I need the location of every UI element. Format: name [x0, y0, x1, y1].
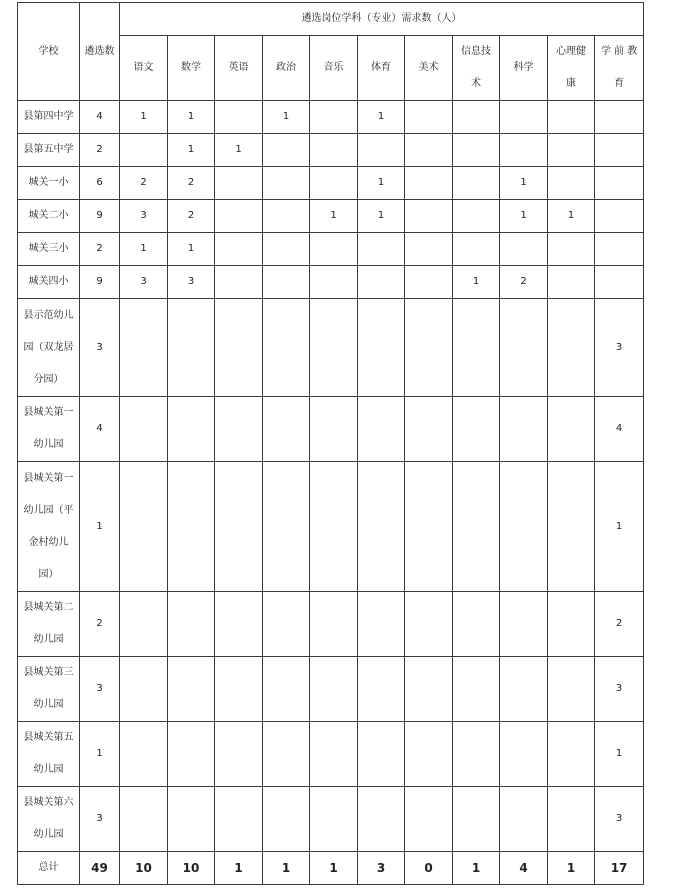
subject-count: [453, 787, 500, 852]
school-name: [18, 657, 80, 722]
subject-count: 1: [595, 462, 644, 592]
subject-count: [310, 722, 358, 787]
subject-count: [500, 299, 548, 397]
header-subject: 体育: [358, 36, 405, 101]
subject-count: [120, 299, 168, 397]
subject-count: [358, 397, 405, 462]
school-name: [18, 200, 80, 233]
header-count: 遴选数: [80, 3, 120, 101]
subject-count: 2: [168, 200, 215, 233]
subject-count: [263, 787, 310, 852]
subject-count: 3: [595, 657, 644, 722]
school-name: [18, 101, 80, 134]
subject-count: [168, 397, 215, 462]
subject-count: [405, 101, 453, 134]
subject-count: [405, 266, 453, 299]
subject-count: [405, 397, 453, 462]
subject-count: [595, 134, 644, 167]
subject-count: [500, 657, 548, 722]
subject-count: [310, 657, 358, 722]
table-row: [18, 657, 644, 722]
subject-count: 1: [500, 200, 548, 233]
subject-count: [263, 657, 310, 722]
subject-count: 1: [168, 233, 215, 266]
totals-subject: 1: [310, 852, 358, 885]
subject-count: [215, 233, 263, 266]
totals-subject: 3: [358, 852, 405, 885]
school-name: [18, 167, 80, 200]
subject-count: [310, 299, 358, 397]
subject-count: [595, 167, 644, 200]
subject-count: [263, 134, 310, 167]
subject-count: [215, 101, 263, 134]
school-name-line: 县第五中学: [23, 144, 74, 155]
subject-count: [310, 462, 358, 592]
subject-count: [595, 266, 644, 299]
totals-total: 49: [80, 852, 120, 885]
subject-count: [500, 233, 548, 266]
school-total: 6: [80, 167, 120, 200]
subject-count: 3: [120, 266, 168, 299]
subject-count: [263, 722, 310, 787]
school-name: [18, 462, 80, 592]
header-subject: 政治: [263, 36, 310, 101]
subject-count: [310, 397, 358, 462]
totals-label: 总计: [18, 852, 80, 885]
table-row: [18, 167, 644, 200]
totals-subject: 1: [453, 852, 500, 885]
school-total: 2: [80, 233, 120, 266]
subject-count: [310, 167, 358, 200]
subject-count: [453, 722, 500, 787]
subject-count: [548, 134, 595, 167]
school-total: 3: [80, 657, 120, 722]
subject-count: [120, 397, 168, 462]
table-row: [18, 266, 644, 299]
subject-count: [263, 266, 310, 299]
subject-count: [405, 299, 453, 397]
header-subject-line: 术: [471, 78, 481, 89]
subject-count: [548, 787, 595, 852]
school-name-line: 县城关第一: [23, 407, 74, 418]
subject-count: [548, 462, 595, 592]
school-name-line: 县第四中学: [23, 111, 74, 122]
subject-count: [358, 134, 405, 167]
totals-row: [18, 852, 644, 885]
subject-count: [358, 233, 405, 266]
totals-subject: 1: [263, 852, 310, 885]
subject-count: [500, 592, 548, 657]
school-total: 1: [80, 722, 120, 787]
subject-count: [263, 462, 310, 592]
subject-count: [500, 397, 548, 462]
subject-count: [358, 592, 405, 657]
subject-count: [405, 787, 453, 852]
header-subject: 美术: [405, 36, 453, 101]
subject-count: [500, 787, 548, 852]
table-row: [18, 299, 644, 397]
subject-count: 4: [595, 397, 644, 462]
subject-count: [405, 462, 453, 592]
header-subject: 科学: [500, 36, 548, 101]
subject-count: [453, 462, 500, 592]
subject-count: [215, 462, 263, 592]
school-name-line: 幼儿园: [33, 634, 64, 645]
subject-count: [168, 462, 215, 592]
header-subject-line: 康: [566, 78, 576, 89]
subject-count: [120, 722, 168, 787]
school-name-line: 城关四小: [28, 276, 69, 287]
header-subject: 英语: [215, 36, 263, 101]
table-row: [18, 462, 644, 592]
school-name-line: 金村幼儿: [28, 536, 69, 548]
subject-count: 2: [168, 167, 215, 200]
subject-count: 1: [310, 200, 358, 233]
school-name-line: 县城关第五: [23, 732, 74, 743]
subject-count: 2: [500, 266, 548, 299]
subject-count: [215, 787, 263, 852]
subject-count: [310, 233, 358, 266]
subject-count: [215, 722, 263, 787]
header-subject-line: 心理健: [556, 46, 586, 57]
subject-count: 1: [120, 101, 168, 134]
school-total: 4: [80, 101, 120, 134]
subject-count: 1: [215, 134, 263, 167]
subject-count: [548, 101, 595, 134]
subject-count: 3: [120, 200, 168, 233]
subject-count: [215, 167, 263, 200]
subject-count: [548, 233, 595, 266]
header-subject-line: 信息技: [461, 46, 491, 57]
school-name-line: 幼儿园: [33, 764, 64, 775]
subject-count: 1: [548, 200, 595, 233]
subject-count: [120, 134, 168, 167]
school-name: [18, 233, 80, 266]
school-name-line: 幼儿园（平: [23, 504, 74, 516]
subject-count: 1: [358, 167, 405, 200]
school-name-line: 县城关第二: [23, 602, 74, 613]
subject-count: [405, 134, 453, 167]
subject-count: [215, 657, 263, 722]
school-name: [18, 722, 80, 787]
subject-count: 3: [595, 299, 644, 397]
subject-count: [548, 657, 595, 722]
table-row: [18, 200, 644, 233]
subject-count: [358, 787, 405, 852]
subject-count: [310, 787, 358, 852]
subject-count: [405, 167, 453, 200]
subject-count: [548, 167, 595, 200]
subject-count: [120, 462, 168, 592]
subject-count: [500, 101, 548, 134]
subject-count: [405, 592, 453, 657]
subject-count: [263, 233, 310, 266]
header-subject: 数学: [168, 36, 215, 101]
subject-count: 1: [168, 101, 215, 134]
table-row: [18, 787, 644, 852]
subject-count: 2: [120, 167, 168, 200]
subject-count: [263, 592, 310, 657]
subject-count: [548, 266, 595, 299]
subject-count: 1: [500, 167, 548, 200]
school-total: 9: [80, 266, 120, 299]
subject-count: [453, 299, 500, 397]
totals-subject: 10: [168, 852, 215, 885]
school-total: 3: [80, 299, 120, 397]
subject-count: [263, 167, 310, 200]
subject-count: [263, 299, 310, 397]
school-name-line: 城关二小: [28, 210, 69, 221]
subject-count: [500, 134, 548, 167]
subject-count: 1: [358, 200, 405, 233]
school-name-line: 县城关第一: [23, 472, 74, 484]
subject-count: 1: [263, 101, 310, 134]
subject-count: [215, 397, 263, 462]
subject-count: [120, 657, 168, 722]
school-total: 9: [80, 200, 120, 233]
subject-count: [595, 200, 644, 233]
school-name-line: 园）: [38, 568, 59, 580]
table-row: [18, 233, 644, 266]
subject-count: [453, 592, 500, 657]
school-name: [18, 134, 80, 167]
header-row-1: [18, 3, 644, 36]
header-subject-line: 学 前 教: [600, 46, 638, 57]
totals-subject: 17: [595, 852, 644, 885]
table-row: [18, 397, 644, 462]
school-name: [18, 397, 80, 462]
subject-count: [500, 722, 548, 787]
school-total: 4: [80, 397, 120, 462]
subject-count: [215, 299, 263, 397]
school-total: 1: [80, 462, 120, 592]
subject-count: [358, 266, 405, 299]
subject-count: [358, 722, 405, 787]
totals-subject: 1: [548, 852, 595, 885]
subject-count: [595, 233, 644, 266]
subject-count: [120, 592, 168, 657]
table-row: [18, 101, 644, 134]
subject-count: 1: [120, 233, 168, 266]
header-subject: [453, 36, 500, 101]
subject-count: [453, 101, 500, 134]
header-group: 遴选岗位学科（专业）需求数（人）: [120, 3, 644, 36]
subject-count: [548, 592, 595, 657]
subject-count: [263, 200, 310, 233]
subject-count: [453, 200, 500, 233]
subject-count: 1: [168, 134, 215, 167]
school-name-line: 分园）: [33, 373, 64, 385]
subject-count: [500, 462, 548, 592]
school-name: [18, 266, 80, 299]
header-subject: [595, 36, 644, 101]
subject-count: [453, 233, 500, 266]
subject-count: [548, 722, 595, 787]
header-subject-line: 育: [614, 78, 625, 89]
school-total: 2: [80, 592, 120, 657]
subject-count: [453, 167, 500, 200]
table-row: [18, 722, 644, 787]
school-name-line: 城关一小: [28, 177, 69, 188]
subject-count: 3: [168, 266, 215, 299]
school-name: [18, 592, 80, 657]
totals-subject: 0: [405, 852, 453, 885]
school-total: 3: [80, 787, 120, 852]
subject-count: [120, 787, 168, 852]
header-school: 学校: [18, 3, 80, 101]
school-name-line: 县示范幼儿: [23, 309, 74, 321]
subject-count: [453, 657, 500, 722]
totals-subject: 1: [215, 852, 263, 885]
subject-count: [358, 657, 405, 722]
header-subject: 语文: [120, 36, 168, 101]
subject-count: [168, 787, 215, 852]
subject-count: [168, 722, 215, 787]
table-row: [18, 592, 644, 657]
subject-count: [548, 397, 595, 462]
subject-count: 2: [595, 592, 644, 657]
school-name: [18, 299, 80, 397]
totals-subject: 4: [500, 852, 548, 885]
subject-count: [453, 134, 500, 167]
subject-count: [548, 299, 595, 397]
totals-subject: 10: [120, 852, 168, 885]
subject-count: [263, 397, 310, 462]
subject-count: [310, 592, 358, 657]
subject-count: [405, 657, 453, 722]
subject-count: 1: [358, 101, 405, 134]
subject-count: [310, 134, 358, 167]
subject-count: [595, 101, 644, 134]
subject-count: [168, 592, 215, 657]
school-name-line: 县城关第六: [23, 797, 74, 808]
school-name-line: 幼儿园: [33, 699, 64, 710]
subject-count: [405, 233, 453, 266]
subject-count: [310, 101, 358, 134]
subject-count: [358, 462, 405, 592]
school-name-line: 幼儿园: [33, 439, 64, 450]
subject-count: [310, 266, 358, 299]
subject-count: [215, 592, 263, 657]
subject-count: 1: [595, 722, 644, 787]
school-name-line: 城关三小: [28, 243, 69, 254]
subject-count: 3: [595, 787, 644, 852]
subject-count: [168, 299, 215, 397]
subject-count: [405, 722, 453, 787]
school-name-line: 幼儿园: [33, 829, 64, 840]
school-total: 2: [80, 134, 120, 167]
school-name: [18, 787, 80, 852]
subject-count: [168, 657, 215, 722]
recruitment-table: [17, 2, 644, 885]
header-subject: [548, 36, 595, 101]
subject-count: [215, 200, 263, 233]
subject-count: [215, 266, 263, 299]
school-name-line: 园（双龙居: [23, 341, 74, 353]
header-subject: 音乐: [310, 36, 358, 101]
subject-count: [453, 397, 500, 462]
table-row: [18, 134, 644, 167]
subject-count: [358, 299, 405, 397]
school-name-line: 县城关第三: [23, 667, 74, 678]
subject-count: [405, 200, 453, 233]
subject-count: 1: [453, 266, 500, 299]
